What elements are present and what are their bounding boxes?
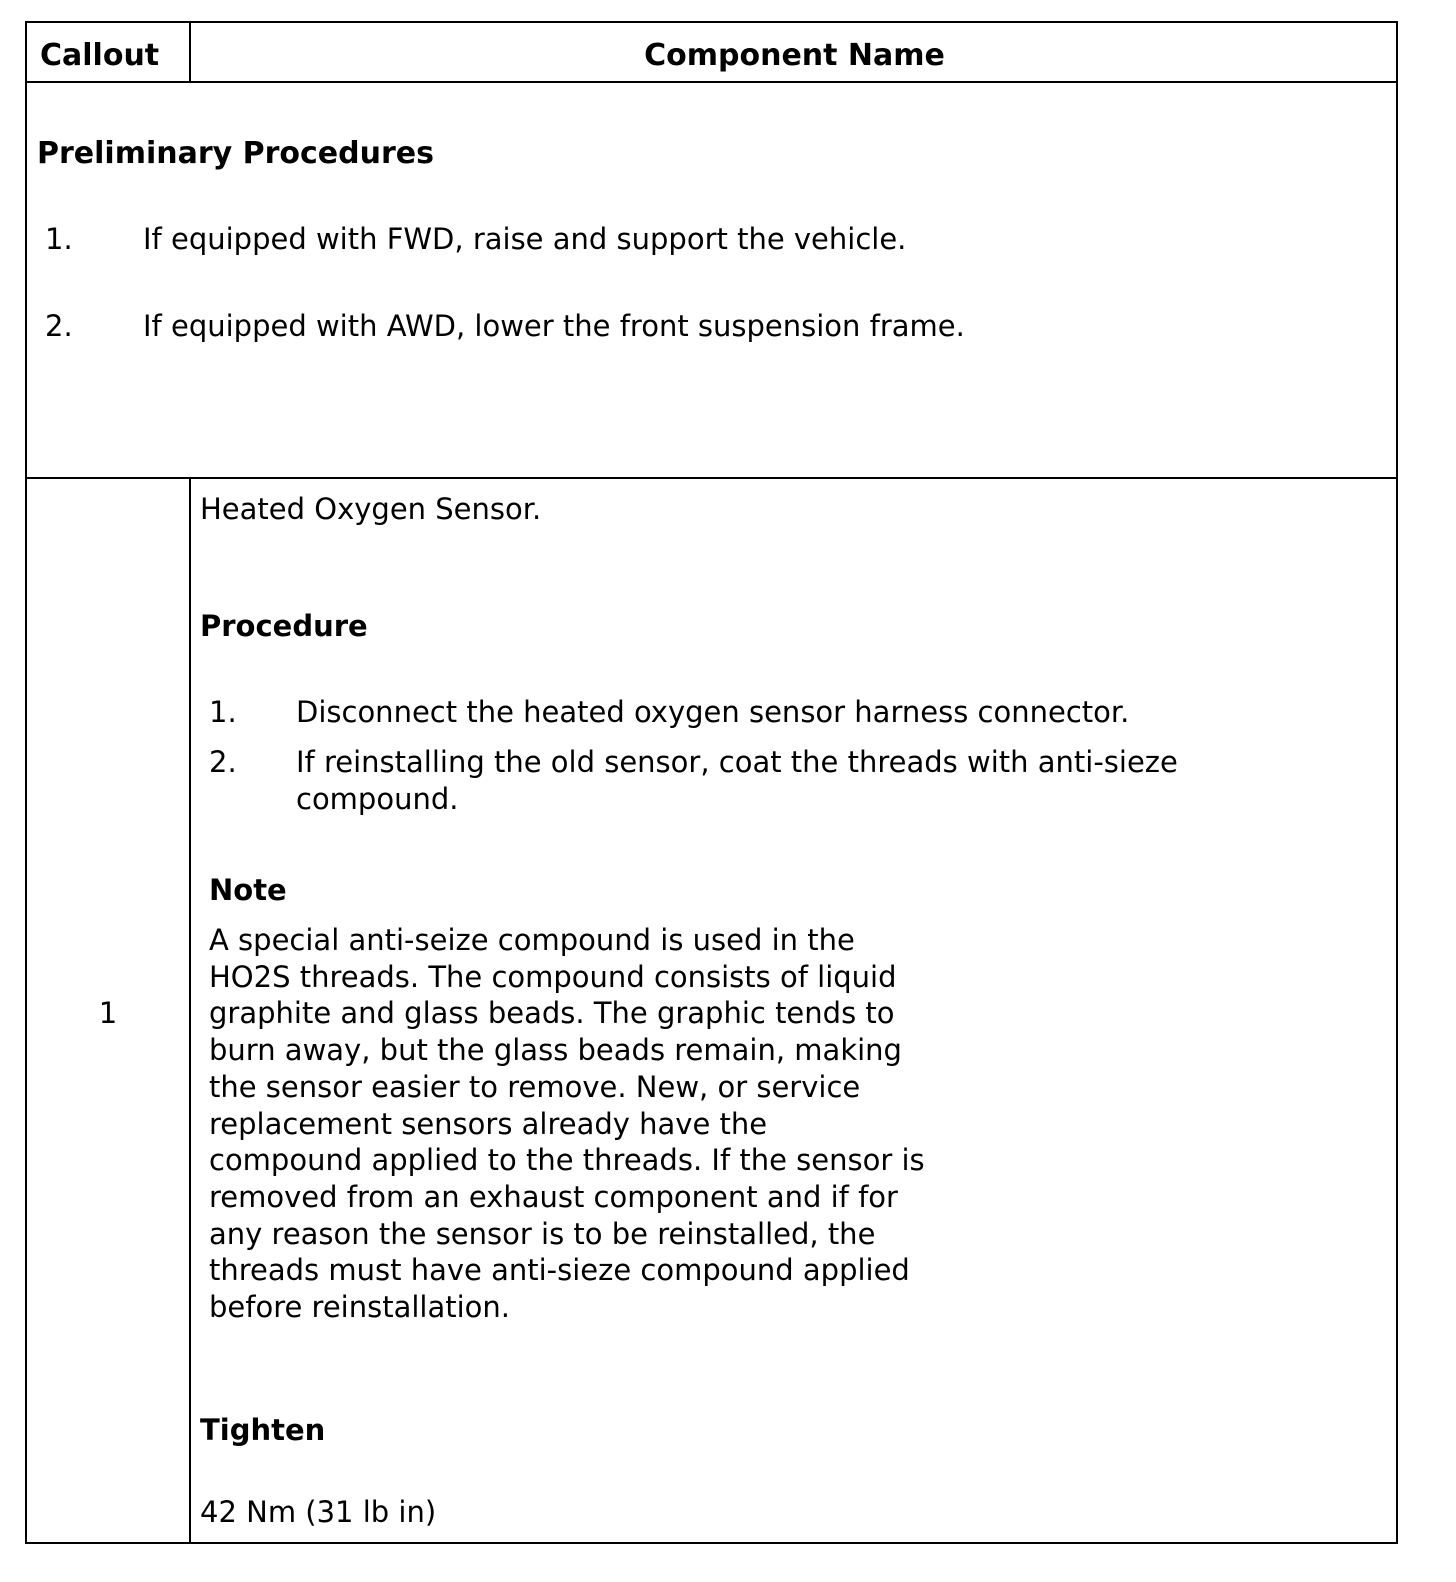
note-title: Note: [209, 873, 287, 907]
header-callout: Callout: [40, 38, 160, 73]
tighten-title: Tighten: [200, 1413, 326, 1447]
preliminary-title: Preliminary Procedures: [37, 136, 434, 171]
header-divider: [27, 81, 1396, 83]
note-text: A special anti-seize compound is used in the HO2S threads. The compound consists of liquid graphite and glass beads. The graphic tends to burn away, but the glass beads remain, making the sensor easier to remove. New, or service replacement sensors already have the compound applied to the threads. If the sensor is removed from an exhaust component and if for any reason the sensor is to be reinstalled, the threads must have anti-sieze compound applied before reinstallation.: [209, 923, 925, 1325]
component-name: Heated Oxygen Sensor.: [200, 492, 542, 526]
preliminary-divider: [27, 477, 1396, 479]
tighten-value: 42 Nm (31 lb in): [200, 1495, 437, 1529]
preliminary-step-text: If equipped with AWD, lower the front suspension frame.: [143, 309, 965, 343]
procedure-step-number: 2.: [209, 745, 237, 779]
procedure-step-number: 1.: [209, 695, 237, 729]
header-component-name: Component Name: [644, 38, 945, 73]
procedure-step-text-continued: compound.: [296, 782, 459, 816]
preliminary-step-text: If equipped with FWD, raise and support the vehicle.: [143, 222, 907, 256]
procedure-title: Procedure: [200, 609, 368, 643]
preliminary-step-number: 1.: [45, 222, 73, 256]
procedure-step-text: If reinstalling the old sensor, coat the threads with anti-sieze: [296, 745, 1178, 779]
preliminary-step-number: 2.: [45, 309, 73, 343]
procedure-table: [25, 21, 1398, 1544]
row-column-divider: [189, 477, 191, 1544]
procedure-step-text: Disconnect the heated oxygen sensor harness connector.: [296, 695, 1130, 729]
row-callout: 1: [98, 996, 118, 1030]
